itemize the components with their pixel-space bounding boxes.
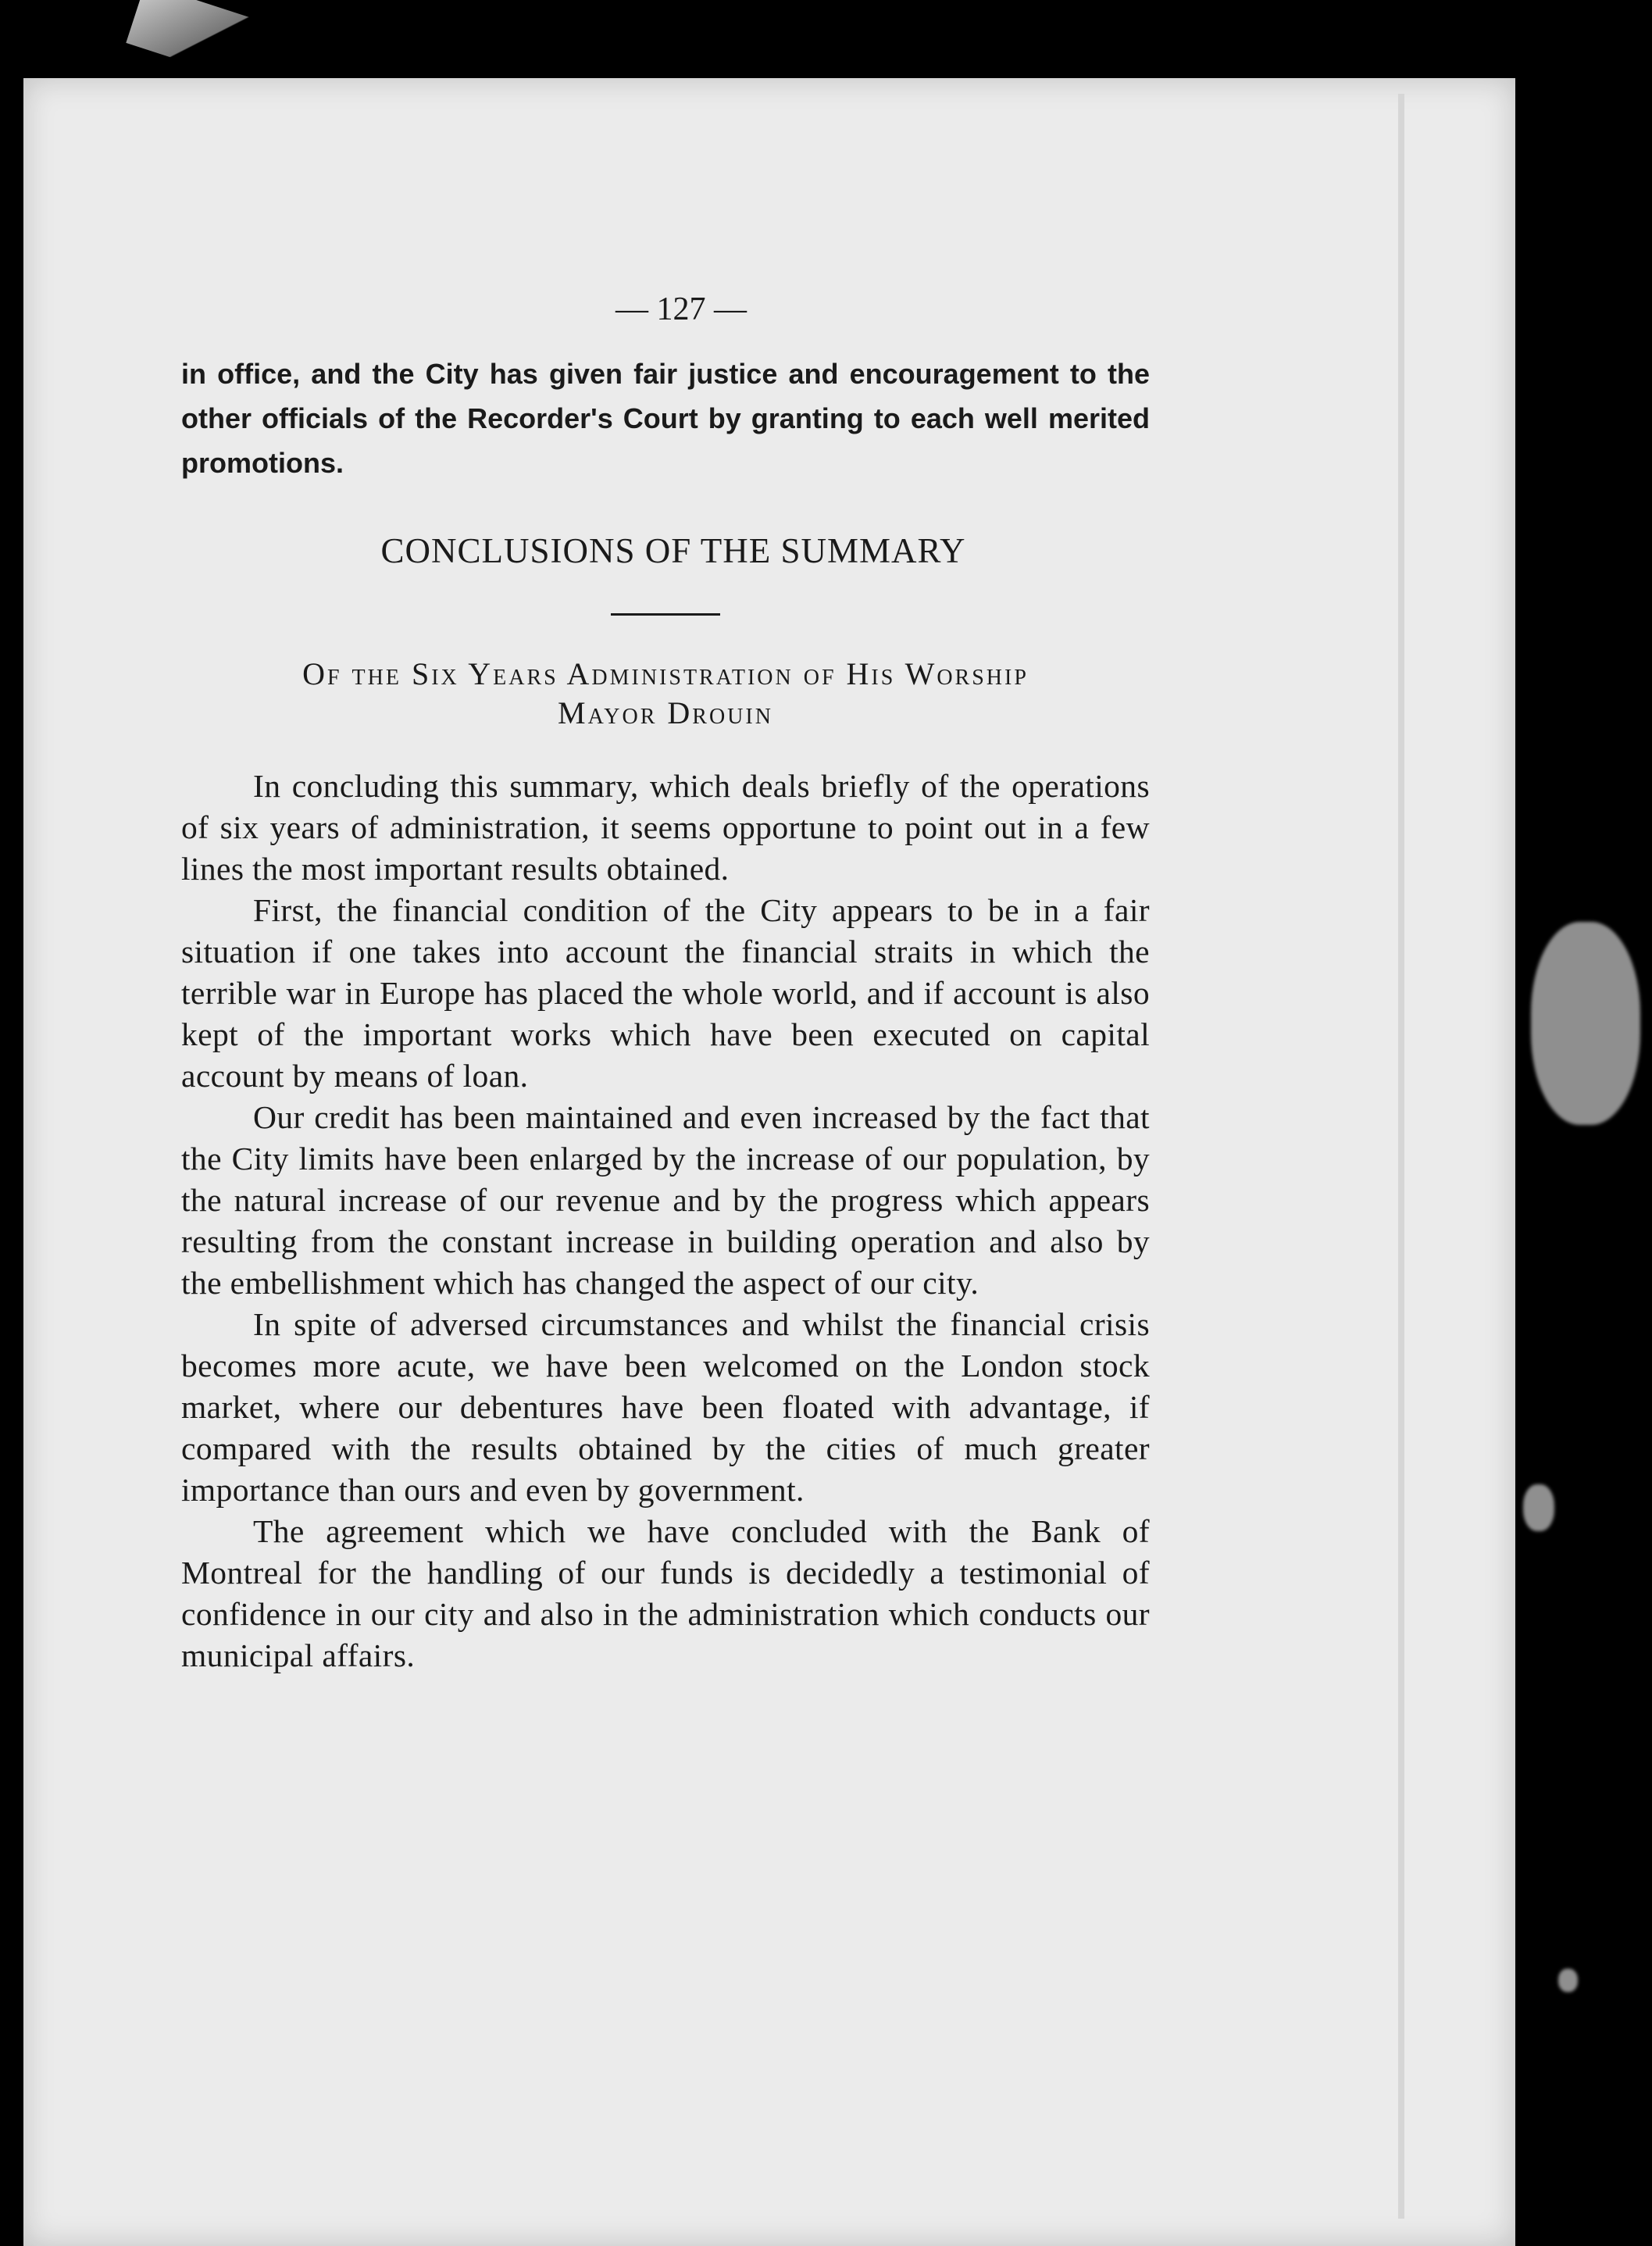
page-fold-edge (1398, 94, 1404, 2219)
subheading-line: Of the Six Years Administration of His Worship (302, 656, 1029, 691)
body-paragraph: First, the financial condition of the City appears to be in a fair situation if one takes into account the financial straits in which the terrible war in Europe has placed the whole world, and if account is also kept of the important works which have been executed on capital account by means of loan. (181, 892, 1150, 1094)
corner-smudge (126, 0, 256, 79)
section-subheading (181, 655, 1150, 733)
body-paragraph: In spite of adversed circumstances and whilst the financial crisis becomes more acute, we have been welcomed on the London stock market, where our debentures have been floated with advantage, if compared with the results obtained by the cities of much greater importance than ours and even by government. (181, 1306, 1150, 1508)
lead-paragraph: in office, and the City has given fair justice and encouragement to the other officials of the Recorder's Court by granting to each well merited promotions. (181, 358, 1150, 479)
ink-blot (1523, 1484, 1554, 1531)
section-heading: CONCLUSIONS OF THE SUMMARY (380, 531, 966, 570)
ink-blot (1558, 1969, 1578, 1992)
body-paragraph: In concluding this summary, which deals briefly of the operations of six years of administration, it seems opportune to point out in a few lines the most important results obtained. (181, 768, 1150, 887)
subheading-line: Mayor Drouin (558, 695, 773, 730)
heading-rule (611, 613, 720, 616)
ink-blot (1531, 922, 1640, 1125)
text-block (181, 289, 1150, 1676)
body-paragraph: The agreement which we have concluded with the Bank of Montreal for the handling of our funds is decidedly a testimonial of confidence in our city and also in the administration which conducts our municipal affairs. (181, 1513, 1150, 1673)
page-number: — 127 — (615, 291, 747, 327)
body-paragraph: Our credit has been maintained and even increased by the fact that the City limits have been enlarged by the increase of our population, by the natural increase of our revenue and by the progress which appears resulting from the constant increase in building operation and also by the embellishment which has changed the aspect of our city. (181, 1099, 1150, 1301)
